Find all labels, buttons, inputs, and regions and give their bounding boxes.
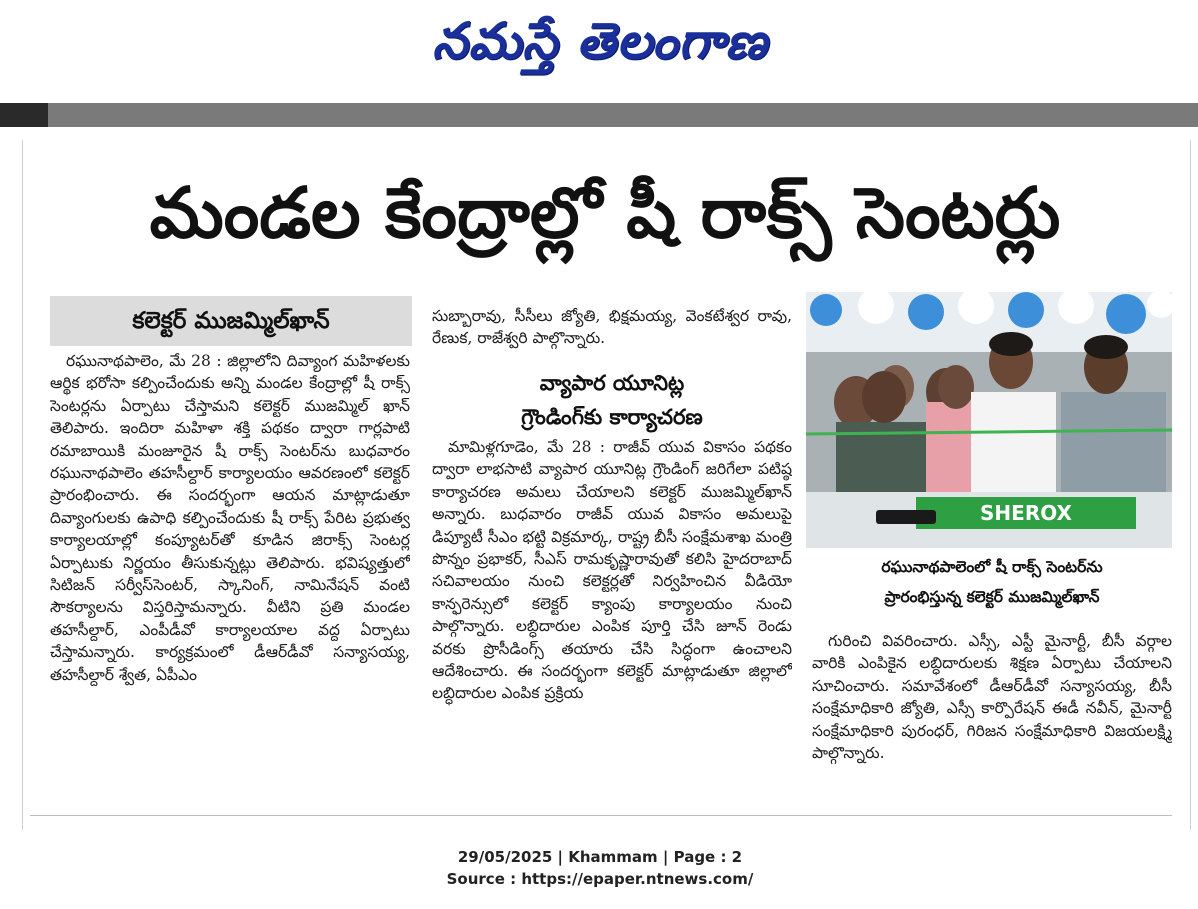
article-column-2-top: సుబ్బారావు, సీసీలు జ్యోతి, భిక్షమయ్య, వెంకటేశ్వర రావు, రేణుక, రాజేశ్వరి పాల్గొన్నారు. <box>432 307 792 348</box>
article-paragraph: రఘునాథపాలెం, మే 28 : జిల్లాలోని దివ్యాంగ మహిళలకు ఆర్థిక భరోసా కల్పించేందుకు అన్ని మండల కేంద్రాల్లో షీ రాక్స్ సెంటర్లను ఏర్పాటు చేస్తామని కలెక్టర్ ముజమ్మిల్ ఖాన్ తెలిపారు. ఇందిరా మహిళా శక్తి పథకం ద్వారా గార్లపాటి రమాబాయికి మంజూరైన షీ రాక్స్ సెంటర్‌ను బుధవారం రఘునాథపాలెం తహసీల్దార్ కార్యాలయం ఆవరణంలో కలెక్టర్ ప్రారంభించారు. ఈ సందర్భంగా ఆయన మాట్లాడుతూ దివ్యాంగులకు ఉపాధి కల్పించేందుకు షీ రాక్స్ పేరిట ప్రభుత్వ కార్యాలయాల్లో కంప్యూటర్‌తో కూడిన జిరాక్స్ సెంటర్ల ఏర్పాటుకు నిర్ణయం తీసుకున్నట్లు తెలిపారు. భవిష్యత్తులో సిటిజన్ సర్వీస్‌సెంటర్, స్కానింగ్, నామినేషన్ వంటి సౌకర్యాలను విస్తరిస్తామన్నారు. వీటిని ప్రతి మండల తహసీల్దార్, ఎంపీడీవో కార్యాలయాల వద్ద ఏర్పాటు చేస్తామన్నారు. కార్యక్రమంలో డీఆర్‌డీవో సన్యాసయ్య, తహసీల్దార్ శ్వేత, ఏపీఎం <box>50 352 410 684</box>
footer-source: Source : https://epaper.ntnews.com/ <box>446 870 754 888</box>
newspaper-logo: నమస్తే తెలంగాణ <box>432 12 768 70</box>
subheading-line: గ్రౌండింగ్‌కు కార్యాచరణ <box>521 405 703 429</box>
subheading-line: వ్యాపార యూనిట్ల <box>539 371 685 395</box>
header-band-dark <box>0 103 48 127</box>
article-headline: మండల కేంద్రాల్లో షీ రాక్స్ సెంటర్లు <box>149 172 1061 254</box>
article-column-1 <box>50 350 410 805</box>
photo-illustration <box>806 292 1172 548</box>
page-border-left <box>22 140 23 830</box>
footer-date-edition: 29/05/2025 | Khammam | Page : 2 <box>457 848 743 866</box>
article-paragraph: గురించి వివరించారు. ఎస్సీ, ఎస్టీ మైనార్టీ, బీసీ వర్గాల వారికి ఎంపికైన లబ్ధిదారులకు శిక్షణ ఏర్పాటు చేయాలని సూచించారు. సమావేశంలో డీఆర్‌డీవో సన్యాసయ్య, బీసీ సంక్షేమాధికారి జ్యోతి, ఎస్సీ కార్పొరేషన్ ఈడీ నవీన్, మైనార్టీ సంక్షేమాధికారి పురంధర్, గిరిజన సంక్షేమాధికారి విజయలక్ష్మి పాల్గొన్నారు. <box>812 632 1172 763</box>
subheading-collector: కలెక్టర్ ముజమ్మిల్‌ఖాన్ <box>50 296 412 346</box>
bottom-divider <box>30 815 1172 816</box>
masthead <box>0 0 1198 100</box>
article-column-2 <box>432 436 792 806</box>
page-footer <box>350 846 850 896</box>
news-photo <box>806 292 1172 548</box>
article-column-3 <box>812 630 1172 805</box>
article-paragraph: మామిళ్లగూడెం, మే 28 : రాజీవ్ యువ వికాసం పథకం ద్వారా లాభసాటి వ్యాపార యూనిట్ల గ్రౌండింగ్ జరిగేలా పటిష్ఠ కార్యాచరణ అమలు చేయాలని కలెక్టర్ ముజమ్మిల్‌ఖాన్ అన్నారు. బుధవారం రాజీవ్ యువ వికాసం అమలుపై డిప్యూటీ సీఎం భట్టి విక్రమార్క, రాష్ట్ర బీసీ సంక్షేమశాఖ మంత్రి పొన్నం ప్రభాకర్, సీఎస్ రామకృష్ణారావుతో కలిసి హైదరాబాద్ సచివాలయం నుంచి కలెక్టర్లతో నిర్వహించిన వీడియో కాన్ఫరెన్సులో కలెక్టర్ క్యాంపు కార్యాలయం నుంచి పాల్గొన్నారు. లబ్ధిదారుల ఎంపిక పూర్తి చేసి జూన్ రెండు వరకు ప్రొసీడింగ్స్ తయారు చేసి సిద్ధంగా ఉంచాలని ఆదేశించారు. ఈ సందర్భంగా కలెక్టర్ మాట్లాడుతూ జిల్లాలో లబ్ధిదారుల ఎంపిక ప్రక్రియ <box>432 438 792 703</box>
page-border-right <box>1190 140 1191 830</box>
header-band <box>48 103 1198 127</box>
photo-caption <box>812 552 1172 618</box>
caption-line: ప్రారంభిస్తున్న కలెక్టర్ ముజమ్మిల్‌ఖాన్ <box>884 588 1100 606</box>
caption-line: రఘునాథపాలెంలో షీ రాక్స్ సెంటర్‌ను <box>881 558 1103 576</box>
photo-sign-text: SHEROX <box>980 501 1072 525</box>
subheading-business-units <box>432 366 792 434</box>
